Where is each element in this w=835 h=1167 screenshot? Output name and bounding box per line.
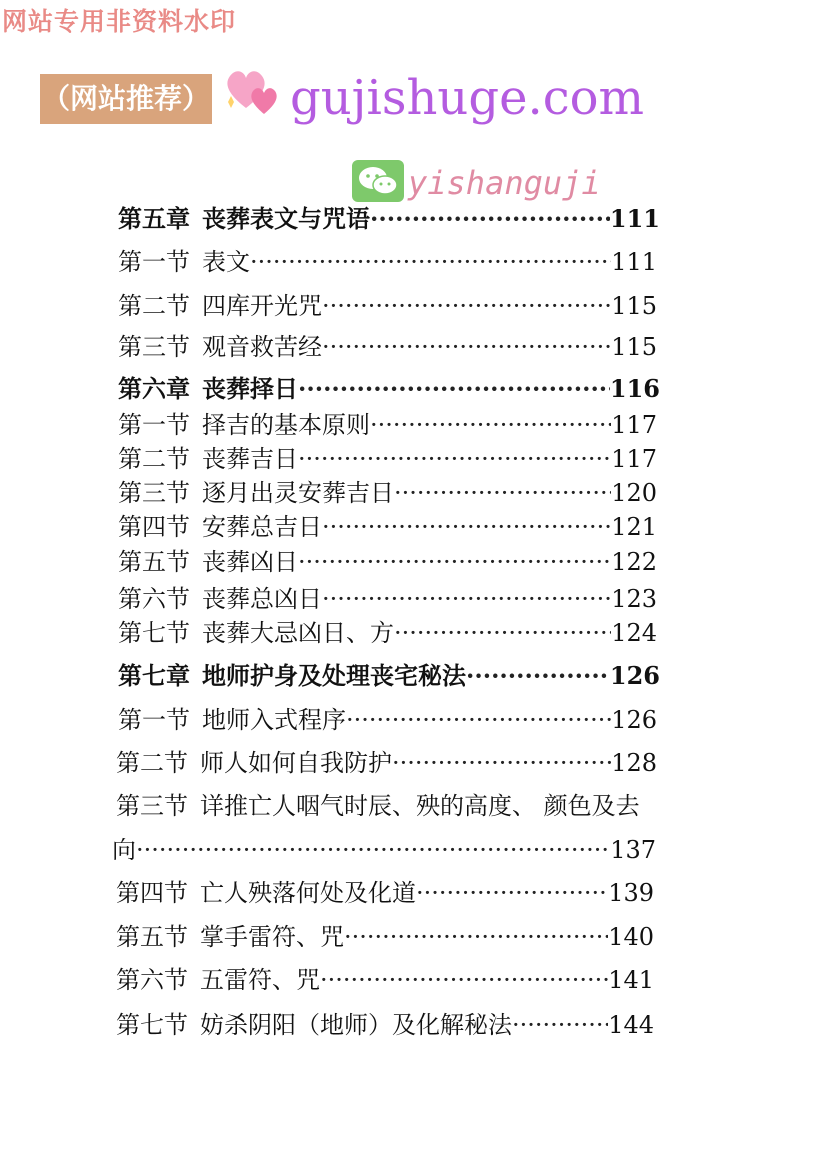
- toc-page-number: 128: [611, 749, 657, 777]
- toc-entry-label: [118, 583, 322, 615]
- toc-entry-label: [116, 921, 344, 953]
- toc-entry-title: 表文: [202, 248, 250, 276]
- toc-entry-title: 详推亡人咽气时辰、殃的高度、 颜色及去: [200, 792, 640, 820]
- toc-entry-title: 丧葬择日: [202, 374, 298, 403]
- toc-page-number: 140: [608, 923, 654, 951]
- toc-page-number: 137: [610, 836, 656, 864]
- toc-page-number: 126: [611, 706, 657, 734]
- toc-leader-dots: [250, 246, 611, 278]
- toc-entry-title: 逐月出灵安葬吉日: [202, 479, 394, 507]
- toc-leader-dots: [320, 964, 608, 996]
- toc-entry-label: [118, 246, 250, 278]
- toc-entry-label: [116, 964, 320, 996]
- toc-entry-label: [116, 1009, 512, 1041]
- toc-section-row[interactable]: [118, 617, 657, 649]
- toc-entry-number: 第四节: [118, 513, 190, 541]
- toc-leader-dots: [322, 583, 611, 615]
- site-url-link[interactable]: gujishuge.com: [290, 70, 645, 126]
- toc-page-number: 121: [611, 513, 657, 541]
- toc-leader-dots: [322, 290, 611, 322]
- toc-entry-title: 择吉的基本原则: [202, 411, 370, 439]
- toc-entry-label: [116, 747, 392, 779]
- toc-entry-label: [118, 373, 298, 405]
- toc-entry-title: 亡人殃落何处及化道: [200, 879, 416, 907]
- toc-entry-number: 第五节: [118, 548, 190, 576]
- toc-entry-title: 丧葬凶日: [202, 548, 298, 576]
- toc-leader-dots: [392, 747, 611, 779]
- toc-entry-label: [112, 834, 136, 866]
- toc-leader-dots: [512, 1009, 608, 1041]
- toc-chapter-row[interactable]: [118, 203, 660, 235]
- toc-entry-number: 第一节: [118, 706, 190, 734]
- toc-entry-title: 丧葬表文与咒语: [202, 204, 370, 233]
- toc-entry-number: 第七章: [118, 661, 190, 690]
- toc-entry-number: 第六节: [118, 585, 190, 613]
- toc-leader-dots: [322, 331, 611, 363]
- toc-page-number: 115: [611, 292, 657, 320]
- toc-section-row[interactable]: [116, 877, 654, 909]
- toc-entry-number: 第五节: [116, 923, 188, 951]
- toc-leader-dots: [416, 877, 608, 909]
- toc-section-row[interactable]: [118, 511, 657, 543]
- toc-section-row[interactable]: [118, 477, 657, 509]
- toc-entry-label: [118, 546, 298, 578]
- toc-section-row[interactable]: [118, 704, 657, 736]
- toc-entry-number: 第六章: [118, 374, 190, 403]
- toc-page-number: 126: [609, 661, 660, 690]
- toc-entry-number: 第一节: [118, 248, 190, 276]
- toc-entry-title: 地师入式程序: [202, 706, 346, 734]
- wechat-id-text: yishanguji: [408, 164, 601, 202]
- toc-section-row[interactable]: [118, 443, 657, 475]
- toc-leader-dots: [394, 477, 611, 509]
- toc-entry-label: [118, 617, 394, 649]
- toc-section-row[interactable]: [118, 546, 657, 578]
- toc-leader-dots: [322, 511, 611, 543]
- site-recommend-badge[interactable]: （网站推荐）: [40, 74, 212, 124]
- toc-entry-title: 丧葬吉日: [202, 445, 298, 473]
- toc-leader-dots: [394, 617, 611, 649]
- toc-entry-label: [118, 331, 322, 363]
- toc-entry-title: 安葬总吉日: [202, 513, 322, 541]
- toc-page-number: 117: [611, 445, 657, 473]
- toc-section-row[interactable]: [118, 246, 657, 278]
- toc-page-number: 111: [609, 204, 660, 233]
- toc-page-number: 144: [608, 1011, 654, 1039]
- toc-leader-dots: [298, 443, 611, 475]
- toc-entry-title: 妨杀阴阳（地师）及化解秘法: [200, 1011, 512, 1039]
- toc-page-number: 111: [611, 248, 657, 276]
- toc-entry-label: [118, 409, 370, 441]
- toc-leader-dots: [370, 409, 611, 441]
- toc-entry-label: [118, 443, 298, 475]
- toc-section-row[interactable]: [116, 747, 657, 779]
- toc-entry-title: 师人如何自我防护: [200, 749, 392, 777]
- toc-page-number: 123: [611, 585, 657, 613]
- toc-entry-label: [118, 704, 346, 736]
- toc-section-row[interactable]: [118, 331, 657, 363]
- toc-page-number: 115: [611, 333, 657, 361]
- toc-entry-number: 第三节: [118, 333, 190, 361]
- toc-entry-title: 丧葬大忌凶日、方: [202, 619, 394, 647]
- toc-entry-label: [116, 877, 416, 909]
- toc-section-row[interactable]: [118, 583, 657, 615]
- toc-page-number: 141: [608, 966, 654, 994]
- toc-entry-title: 掌手雷符、咒: [200, 923, 344, 951]
- toc-section-row[interactable]: [116, 921, 654, 953]
- toc-leader-dots: [298, 373, 610, 405]
- toc-entry-title: 地师护身及处理丧宅秘法: [202, 661, 466, 690]
- toc-entry-number: 第三节: [118, 479, 190, 507]
- toc-chapter-row[interactable]: [118, 373, 660, 405]
- toc-entry-number: 第七节: [118, 619, 190, 647]
- toc-entry-title: 五雷符、咒: [200, 966, 320, 994]
- toc-section-row[interactable]: [116, 790, 640, 822]
- toc-section-row[interactable]: [118, 290, 657, 322]
- toc-page-number: 139: [608, 879, 654, 907]
- toc-leader-dots: [298, 546, 611, 578]
- toc-entry-title: 向: [112, 836, 136, 864]
- toc-leader-dots: [466, 660, 610, 692]
- toc-entry-number: 第七节: [116, 1011, 188, 1039]
- toc-entry-number: 第二节: [116, 749, 188, 777]
- toc-entry-number: 第五章: [118, 204, 190, 233]
- toc-page-number: 120: [611, 479, 657, 507]
- toc-leader-dots: [344, 921, 608, 953]
- toc-section-row[interactable]: [116, 1009, 654, 1041]
- toc-entry-label: [118, 290, 322, 322]
- toc-leader-dots: [370, 203, 610, 235]
- toc-entry-number: 第一节: [118, 411, 190, 439]
- toc-entry-label: [116, 790, 640, 822]
- toc-page-number: 124: [611, 619, 657, 647]
- toc-entry-number: 第二节: [118, 292, 190, 320]
- toc-entry-label: [118, 660, 466, 692]
- toc-page-number: 117: [611, 411, 657, 439]
- toc-entry-number: 第二节: [118, 445, 190, 473]
- toc-entry-number: 第四节: [116, 879, 188, 907]
- watermark-text: 网站专用非资料水印: [2, 7, 237, 36]
- toc-leader-dots: [346, 704, 611, 736]
- toc-entry-label: [118, 477, 394, 509]
- toc-entry-label: [118, 203, 370, 235]
- toc-entry-title: 四库开光咒: [202, 292, 322, 320]
- toc-entry-label: [118, 511, 322, 543]
- toc-leader-dots: [136, 834, 610, 866]
- toc-entry-title: 观音救苦经: [202, 333, 322, 361]
- toc-chapter-row[interactable]: [118, 660, 660, 692]
- toc-entry-title: 丧葬总凶日: [202, 585, 322, 613]
- toc-entry-number: 第六节: [116, 966, 188, 994]
- toc-section-row[interactable]: [116, 964, 654, 996]
- toc-page-number: 116: [609, 374, 660, 403]
- toc-section-row[interactable]: [118, 409, 657, 441]
- toc-section-row[interactable]: [112, 834, 656, 866]
- toc-page-number: 122: [611, 548, 657, 576]
- toc-entry-number: 第三节: [116, 792, 188, 820]
